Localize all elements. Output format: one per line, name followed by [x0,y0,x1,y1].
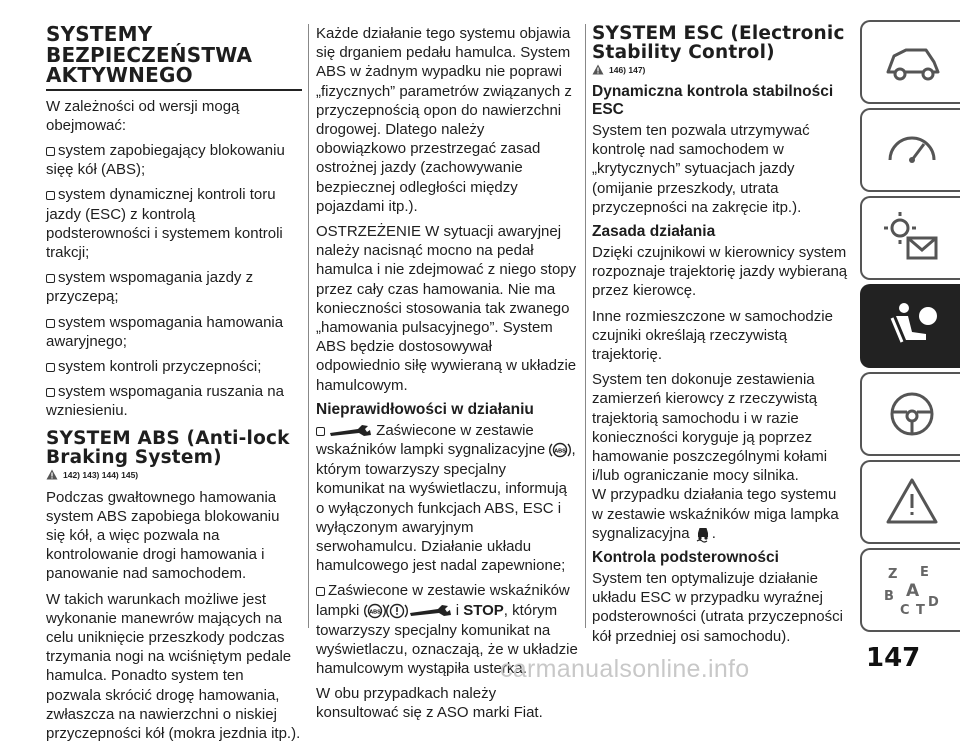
esc-paragraph-6: System ten optymalizuje działanie układu ESC w przypadku wyraźnej podsterowności (utrata przyczepności kół przedniej osi samochodu). [592,570,843,645]
bullet-icon [46,191,55,200]
gauge-icon [882,122,942,178]
malfunction-text: Zaświecone w zestawie wskaźników lampki [316,582,570,619]
esc-paragraph-2: Dzięki czujnikowi w kierownicy system rozpoznaje trajektorię jazdy wybieraną przez kierowcę. [592,244,848,300]
index-letter: C [900,603,910,618]
tab-starting-driving[interactable] [860,372,960,456]
abs-paragraph-2: W takich warunkach możliwe jest wykonanie manewrów mających na celu uniknięcie przeszkody podczas trzymania nogi na wciśniętym pedale hamulca. Ponadto system ten pozwala skrócić drogę hamowania, zwłaszcza na nawierzchni o niskiej przyczepności kół (mokra jezdnia itp.). [46,590,301,742]
abs-badge-label: ABS [554,448,567,455]
bullet-icon [46,363,55,372]
ref-numbers: 142) 143) 144) 145) [63,469,139,480]
system-list [46,141,302,421]
esc-heading: SYSTEM ESC (Electronic Stability Control) [592,23,845,63]
abs-badge-label: ABS [368,608,381,615]
page-number: 147 [866,643,921,673]
abs-heading: SYSTEM ABS (Anti-lock Braking System) [46,427,290,468]
index-letter: D [928,595,939,610]
index-letter: A [906,581,920,601]
esc-paragraph-3: Inne rozmieszczone w samochodzie czujniki określają rzeczywistą trajektorię. [592,307,833,364]
car-side-icon [882,34,942,90]
list-item [46,313,302,351]
brake-warning-lamp-icon [386,601,408,621]
heading-rule [46,89,302,91]
bullet-icon [46,274,55,283]
abs-paragraph-1: Podczas gwałtownego hamowania system ABS zapobiega blokowaniu się kół, a więc pozwala na kontrolowanie drogi hamowania i panowanie nad samochodem. [46,488,280,583]
tab-vehicle-overview[interactable] [860,20,960,104]
warning-triangle-icon [46,469,58,480]
column-3 [592,24,848,652]
esc-lamp-text: W przypadku działania tego systemu w zestawie wskaźników miga lampka sygnalizacyjna [592,486,839,542]
esc-paragraph-4: System ten dokonuje zestawienia zamierzeń kierowcy z rzeczywistą trajektorią samochodu i w razie konieczności koryguje ją poprzez hamowanie poszczególnymi kołami i/lub ograniczanie mocy silnika. [592,371,828,485]
malfunction-text: , którym towarzyszy specjalny komunikat na wyświetlaczu, oznaczają, że w układzie hamulcowym wystąpiła usterka. [316,601,578,677]
column-2 [316,24,578,729]
tab-safety[interactable] [860,284,960,368]
index-letter: Z [888,567,898,582]
malfunction-text: Zaświecone w zestawie wskaźników lampki sygnalizacyjne [316,421,546,459]
abs-warning-lamp-icon [364,601,386,621]
warning-refs [592,64,848,75]
abs-warning-paragraph: OSTRZEŻENIE W sytuacji awaryjnej należy nacisnąć mocno na pedał hamulca i nie zdejmować z niego stopy przez cały czas hamowania. Nie ma konieczności stosowania tak zwanego „hamowania pulsacyjnego”. System ABS będzie dostosowywał odpowiednio siłę wywieraną w układzie hamulcowym. [316,223,577,394]
abs-paragraph-3: Każde działanie tego systemu objawia się drganiem pedału hamulca. System ABS w żadnym wypadku nie poprawi „fizycznych” parametrów związanych z przyczepnością opon do nawierzchni drogowej. Dlatego należy obowiązkowo przestrzegać zasad ostrożnej jazdy (zachowywanie bezpiecznej odległości między pojazdami itp.). [316,25,572,215]
steering-wheel-icon [882,386,942,442]
list-item-text: system wspomagania jazdy z przyczepą; [46,269,254,306]
bullet-icon [46,147,55,156]
list-item [46,382,302,420]
esc-paragraph-1: System ten pozwala utrzymywać kontrolę nad samochodem w „krytycznych” sytuacjach jazdy (omijanie przeszkody, utrata przyczepności na zakręcie itp.). [592,122,810,216]
esc-skid-lamp-icon [694,525,712,543]
bullet-icon [316,587,325,596]
list-item-text: system wspomagania ruszania na wzniesieniu. [46,383,284,420]
stop-label: STOP [463,601,504,619]
warning-refs [46,469,302,480]
malfunction-heading: Nieprawidłowości w działaniu [316,400,534,418]
tab-lights-messages[interactable] [860,196,960,280]
list-item-text: system wspomagania hamowania awaryjnego; [46,313,284,350]
column-divider [585,24,586,628]
understeer-subheading: Kontrola podsterowności [592,549,779,567]
list-item [46,141,302,179]
index-letter: B [884,589,894,604]
conjunction-text: i [455,601,460,619]
tab-emergency[interactable] [860,460,960,544]
esc-paragraph-5 [592,485,848,543]
list-item [46,268,302,306]
list-item-text: system zapobiegający blokowaniu sięę kół (ABS); [46,141,285,179]
bullet-icon [316,427,325,436]
bullet-icon [46,388,55,397]
malfunction-item-1 [316,421,578,575]
list-item-text: system kontroli przyczepności; [58,357,262,375]
period: . [711,524,716,542]
service-paragraph: W obu przypadkach należy konsultować się z ASO marki Fiat. [316,685,543,722]
ref-numbers: 146) 147) [609,65,646,75]
warning-road-icon [882,474,942,530]
section-heading-active-safety: SYSTEMY BEZPIECZEŃSTWA AKTYWNEGO [46,22,253,87]
tab-index[interactable] [860,548,960,632]
abs-warning-lamp-icon [549,440,571,460]
warning-triangle-icon [592,64,604,75]
wrench-icon [408,604,452,618]
index-letter: E [920,565,929,580]
list-item [46,357,302,376]
list-item [46,185,302,262]
bullet-icon [46,319,55,328]
intro-text: W zależności od wersji mogą obejmować: [46,97,240,134]
malfunction-text: , którym towarzyszy specjalny komunikat na wyświetlaczu, informują o wyłączonych funkcjach ABS, ESC i wyłączonym awaryjnym serwohamulcu. Działanie układu hamulcowego jest nadal zapewnione; [316,441,576,575]
airbag-seat-icon [882,298,942,354]
principle-subheading: Zasada działania [592,223,716,241]
column-1 [46,24,302,749]
watermark: carmanualsonline.info [500,655,750,683]
tab-dashboard[interactable] [860,108,960,192]
alphabet-index-icon [882,562,942,618]
column-divider [308,24,309,628]
index-letter: T [916,603,925,618]
esc-subheading: Dynamiczna kontrola stabilności ESC [592,83,834,118]
sun-message-icon [882,210,942,266]
list-item-text: system dynamicznej kontroli toru jazdy (ESC) z kontrolą podsterowności i systemem kontroli trakcji; [46,186,283,261]
wrench-icon [328,424,372,438]
